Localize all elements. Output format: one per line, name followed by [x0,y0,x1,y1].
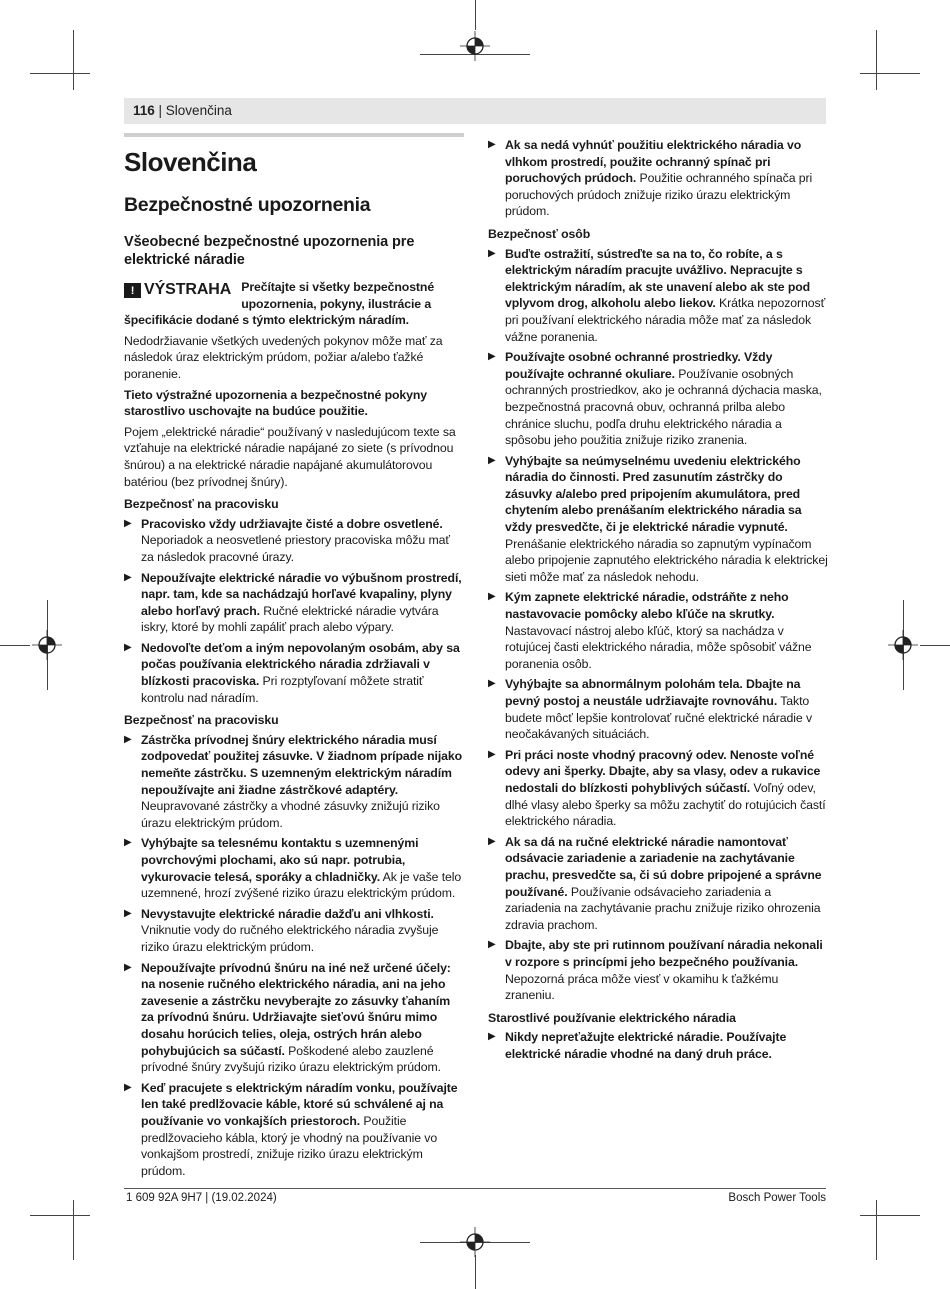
registration-mark-icon [458,1225,492,1259]
footer-brand: Bosch Power Tools [728,1192,826,1204]
bullet-item-bold: Vyhýbajte sa abnormálnym polohám tela. Dbajte na pevný postoj a neustále udržiavajte rovnováhu. [505,677,801,708]
bullet-item-text: Prenášanie elektrického náradia so zapnutým vypínačom alebo pripojenie zapnutého elektrického náradia k elektrickej sieti môže mať za následok nehodu. [505,536,828,584]
keep-note: Tieto výstražné upozornenia a bezpečnostné pokyny starostlivo uschovajte na budúce použitie. [124,387,428,419]
crop-mark [73,1200,74,1260]
bullet-item-bold: Nepoužívajte elektrické náradie vo výbušnom prostredí, napr. tam, kde sa nachádzajú horľavé kvapaliny, plyny alebo horľavý prach. [141,570,462,618]
bullet-item-bold: Vyhýbajte sa neúmyselnému uvedeniu elektrického náradia do činnosti. Pred zasunutím zástrčky do zásuvky a/alebo pred pripojením akumulátora, pred chytením alebo prenášaním elektrického náradia sa vždy presvedčte, či je elektrické náradie vypnuté. [505,453,802,535]
page-title: Slovenčina [124,147,257,177]
bullet-item-bold: Nedovoľte deťom a iným nepovolaným osobám, aby sa počas používania elektrického náradia zdržiavali v blízkosti pracoviska. [141,640,460,689]
bullet-item-text: Voľný odev, dlhé vlasy alebo šperky sa môžu zachytiť do rotujúcich častí elektrického náradia. [505,780,826,829]
crop-mark [860,73,920,74]
bullet-item [124,1080,464,1180]
bullet-item-text: Použitie ochranného spínača pri poruchových prúdoch znižuje riziko úrazu elektrickým prúdom. [505,171,813,219]
bullet-item-bold: Nikdy nepreťažujte elektrické náradie. Používajte elektrické náradie vhodné na daný druh práce. [505,1030,787,1061]
bullet-item-bold: Pracovisko vždy udržiavajte čisté a dobre osvetlené. [141,516,443,531]
warning-bold-text: Prečítajte si všetky bezpečnostné upozornenia, pokyny, ilustrácie a špecifikácie dodané s týmto elektrickým náradím. [124,280,435,328]
bullet-item [124,570,464,636]
bullet-item-text: Nepozorná práca môže viesť v okamihu k ťažkému zraneniu. [505,971,779,1003]
page-number: 116 [133,103,155,118]
personal-heading: Bezpečnosť osôb [488,226,591,241]
footer-doc-id: 1 609 92A 9H7 | (19.02.2024) [126,1192,277,1204]
bullet-item [488,453,828,586]
bullet-item-text: Nastavovací nástroj alebo kľúč, ktorý sa nachádza v rotujúcej časti elektrického náradia, môže spôsobiť vážne poranenia osôb. [505,623,812,671]
bullet-item-text: Neupravované zástrčky a vhodné zásuvky znižujú riziko úrazu elektrickým prúdom. [141,799,440,830]
bullet-item [124,835,464,901]
bullet-item-bold: Dbajte, aby ste pri rutinnom používaní náradia nekonali v rozpore s princípmi jeho bezpečného používania. [505,938,823,969]
crop-mark [0,645,30,646]
right-column [488,137,828,1066]
bullet-item [124,960,464,1076]
bullet-item [124,516,464,566]
left-column [124,133,464,1183]
crop-mark [876,1200,877,1260]
warning-triangle-icon: ! [124,283,141,298]
general-heading: Všeobecné bezpečnostné upozornenia pre elektrické náradie [124,234,415,268]
bullet-item-text: Používanie osobných ochranných prostriedkov, ako je ochranná dýchacia maska, bezpečnostná pracovná obuv, ochranná prilba alebo chránice sluchu, podľa druhu elektrického náradia a spôsobu jeho použitia znižuje riziko zranenia. [505,366,822,448]
crop-mark [920,645,950,646]
bullet-item-text: Vniknutie vody do ručného elektrického náradia zvyšuje riziko úrazu elektrickým prúdom. [141,923,439,954]
registration-mark-icon [886,628,920,662]
bullet-item-bold: Nepoužívajte prívodnú šnúru na iné než určené účely: na nosenie ručného elektrického náradia, ani na jeho zavesenie a zástrčku nevyberajte zo zásuvky ťahaním za prívodnú šnúru. Udržiavajte sieťovú šnúru mimo dosahu horúcich telies, oleja, ostrých hrán alebo pohybujúcich sa súčastí. [141,960,451,1058]
section-title: Bezpečnostné upozornenia [124,194,371,216]
bullet-item [488,137,828,220]
crop-mark [860,1215,920,1216]
header-section: Slovenčina [165,103,232,118]
crop-mark [73,30,74,90]
crop-mark [876,30,877,90]
bullet-item-bold: Používajte osobné ochranné prostriedky. Vždy používajte ochranné okuliare. [505,350,773,381]
bullet-item-bold: Keď pracujete s elektrickým náradím vonku, používajte len také predlžovacie káble, ktoré sú schválené aj na používanie vo vonkajších priestoroch. [141,1080,458,1128]
crop-mark [30,73,90,74]
workplace-list [124,516,464,707]
bullet-item [124,906,464,956]
bullet-item-bold: Nevystavujte elektrické náradie dažďu ani vlhkosti. [141,906,434,921]
electrical-list [124,732,464,1179]
careful-use-heading: Starostlivé používanie elektrického náradia [488,1010,736,1025]
bullet-item-text: Neporiadok a neosvetlené priestory pracoviska môžu mať za následok pracovné úrazy. [141,533,450,564]
bullet-item-text: Používanie odsávacieho zariadenia a zariadenia na zachytávanie prachu znižuje riziko ohrozenia zdravia prachom. [505,884,821,932]
bullet-item-bold: Vyhýbajte sa telesnému kontaktu s uzemnenými povrchovými plochami, ako sú napr. potrubia, vykurovacie telesá, sporáky a chladničky. [141,836,419,884]
warning-block [124,279,464,383]
bullet-item-bold: Pri práci noste vhodný pracovný odev. Nenoste voľné odevy ani šperky. Dbajte, aby sa vlasy, odev a rukavice nedostali do blízkosti pohyblivých súčastí. [505,747,821,795]
workplace-heading: Bezpečnosť na pracovisku [124,497,279,512]
bullet-item [124,732,464,832]
bullet-item [488,747,828,830]
warning-text: Nedodržiavanie všetkých uvedených pokynov môže mať za následok úraz elektrickým prúdom, požiar a/alebo ťažké poranenie. [124,333,443,381]
bullet-item-text: Použitie predlžovacieho kábla, ktorý je vhodný na používanie vo vonkajšom prostredí, znižuje riziko úrazu elektrickým prúdom. [141,1113,438,1178]
bullet-item [488,937,828,1003]
bullet-item [124,640,464,706]
crop-mark [475,1255,476,1289]
bullet-item [488,246,828,346]
bullet-item-bold: Zástrčka prívodnej šnúry elektrického náradia musí zodpovedať použitej zásuvke. V žiadnom prípade nijako nemeňte zástrčku. S uzemneným elektrickým náradím nepoužívajte ani žiadne zástrčkové adaptéry. [141,732,463,797]
page-header: 116 | Slovenčina [133,103,232,118]
personal-list [488,246,828,1004]
section-rule [124,133,464,137]
registration-mark-icon [458,29,492,63]
bullet-item-bold: Ak sa nedá vyhnúť použitiu elektrického náradia vo vlhkom prostredí, použite ochranný spínač pri poruchových prúdoch. [505,138,802,186]
bullet-item-text: Ak je vaše telo uzemnené, hrozí zvýšené riziko úrazu elektrickým prúdom. [141,869,462,901]
crop-mark [30,1215,90,1216]
bullet-item-text: Pri rozptyľovaní môžete stratiť kontrolu nad náradím. [141,674,424,705]
bullet-item-text: Ručné elektrické náradie vytvára iskry, ktoré by mohli zapáliť prach alebo výpary. [141,603,439,635]
footer-rule [124,1188,826,1189]
registration-mark-icon [30,628,64,662]
crop-mark [475,0,476,30]
bullet-item-bold: Kým zapnete elektrické náradie, odstráňte z neho nastavovacie pomôcky alebo kľúče na skrutky. [505,590,789,622]
bullet-item [488,1029,828,1062]
bullet-item-text: Poškodené alebo zauzlené prívodné šnúry zvyšujú riziko úrazu elektrickým prúdom. [141,1043,441,1075]
careful-use-list [488,1029,828,1062]
electrical-heading: Bezpečnosť na pracovisku [124,713,279,728]
bullet-item [488,589,828,672]
bullet-item [488,349,828,449]
bullet-item [488,676,828,742]
bullet-item [488,834,828,934]
term-note: Pojem „elektrické náradie“ používaný v nasledujúcom texte sa vzťahuje na elektrické náradie napájané zo siete (s prívodnou šnúrou) a na elektrické náradie napájané akumulátorovou batériou (bez prívodnej šnúry). [124,424,456,489]
bullet-item-text: Takto budete môcť lepšie kontrolovať ručné elektrické náradie v neočakávaných situáciách. [505,694,813,742]
bullet-item-text: Krátka nepozornosť pri používaní elektrického náradia môže mať za následok vážne poranenia. [505,296,826,344]
bullet-item-bold: Buďte ostražití, sústreďte sa na to, čo robíte, a s elektrickým náradím pracujte uvážlivo. Nepracujte s elektrickým náradím, ak ste unavení alebo ak ste pod vplyvom drog, alkoholu alebo liekov. [505,246,811,311]
electrical-list-continued [488,137,828,220]
bullet-item-bold: Ak sa dá na ručné elektrické náradie namontovať odsávacie zariadenie a zariadenie na zachytávanie prachu, presvedčte sa, či sú dobre pripojené a správne používané. [505,834,822,899]
warning-label: ! VÝSTRAHA [124,279,231,301]
